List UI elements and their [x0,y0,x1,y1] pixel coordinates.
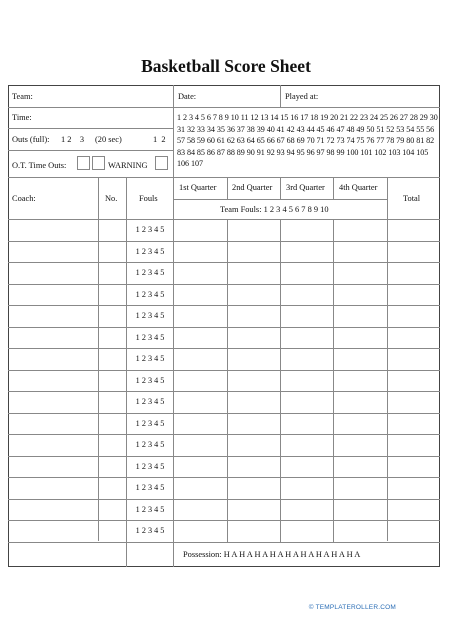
quarter-divider [227,477,228,499]
row-divider [8,241,440,242]
sheet-title: Basketball Score Sheet [141,56,311,76]
quarter-divider [280,219,281,241]
footer-credit: © TEMPLATEROLLER.COM [308,604,396,611]
quarter-divider [227,434,228,456]
quarter-divider [333,370,334,392]
row-divider [8,305,440,306]
divider [8,219,440,220]
quarter-divider [280,305,281,327]
outs-label: Outs (full): [12,135,50,144]
quarter-divider [227,499,228,521]
outs-values: 1 2 3 [61,135,85,144]
foul-marks[interactable]: 1 2 3 4 5 [135,461,165,471]
quarter-divider [280,284,281,306]
fouls-column-header: Fouls [139,194,158,203]
quarter-divider [333,305,334,327]
q4-column-header: 4th Quarter [339,183,378,192]
divider [227,177,228,199]
outs-right-values: 1 2 [153,135,166,144]
quarter-divider [227,348,228,370]
quarter-divider [333,456,334,478]
ot-timeout-box-2[interactable] [92,156,105,170]
quarter-divider [280,241,281,263]
quarter-divider [227,241,228,263]
row-divider [8,477,440,478]
divider [98,177,99,541]
quarter-divider [280,348,281,370]
foul-marks[interactable]: 1 2 3 4 5 [135,311,165,320]
quarter-divider [227,391,228,413]
row-divider [8,370,440,371]
warning-label: WARNING [108,161,148,170]
quarter-divider [333,241,334,263]
quarter-divider [227,456,228,478]
foul-marks[interactable]: 1 2 3 4 5 [135,483,165,492]
quarter-divider [280,434,281,456]
foul-marks[interactable]: 1 2 3 4 5 [135,418,165,428]
foul-marks[interactable]: 1 2 3 4 5 [135,526,165,535]
row-divider [8,391,440,392]
quarter-divider [280,520,281,542]
played-at-label: Played at: [285,92,319,101]
outs-20sec: (20 sec) [95,135,122,144]
divider [8,128,173,129]
warning-box[interactable] [155,156,168,170]
row-divider [8,327,440,328]
row-divider [8,284,440,285]
quarter-divider [280,391,281,413]
quarter-divider [280,327,281,349]
foul-marks[interactable]: 1 2 3 4 5 [135,246,165,256]
foul-marks[interactable]: 1 2 3 4 5 [135,504,165,514]
foul-marks[interactable]: 1 2 3 4 5 [135,440,165,449]
quarter-divider [280,370,281,392]
quarter-divider [280,456,281,478]
total-column-header: Total [403,194,421,203]
quarter-divider [227,219,228,241]
quarter-divider [227,284,228,306]
quarter-divider [333,391,334,413]
divider [173,199,387,200]
quarter-divider [333,520,334,542]
time-label: Time: [12,113,32,122]
quarter-divider [227,370,228,392]
row-divider [8,542,440,543]
divider [8,107,440,108]
q3-column-header: 3rd Quarter [286,183,325,192]
quarter-divider [333,284,334,306]
ot-timeout-box-1[interactable] [77,156,90,170]
row-divider [8,499,440,500]
quarter-divider [227,305,228,327]
foul-marks[interactable]: 1 2 3 4 5 [135,354,165,363]
quarter-divider [333,327,334,349]
quarter-divider [333,348,334,370]
quarter-divider [227,327,228,349]
divider [333,177,334,199]
quarter-divider [280,477,281,499]
coach-label: Coach: [12,194,36,203]
quarter-divider [333,413,334,435]
quarter-divider [333,499,334,521]
number-column-header: No. [105,194,118,203]
score-tally-numbers: 1 2 3 4 5 6 7 8 9 10 11 12 13 14 15 16 17 18 19 20 21 22 23 24 25 26 27 28 29 30 31 32 33 34 35 36 37 38 39 40 41 42 43 44 45 46 47 48 49 50 51 52 53 54 55 56 57 58 59 60 61 62 63 64 65 66 67 68 69 70 71 72 73 74 75 76 77 78 79 80 81 82 83 84 85 86 87 88 89 90 91 92 93 94 95 96 97 98 99 100 101 102 103 104 105 106 107 [177,113,438,169]
foul-marks[interactable]: 1 2 3 4 5 [135,332,165,342]
divider [8,177,440,178]
foul-marks[interactable]: 1 2 3 4 5 [135,397,165,406]
divider [280,177,281,199]
divider [280,85,281,107]
quarter-divider [333,434,334,456]
team-label: Team: [12,92,33,101]
quarter-divider [280,413,281,435]
ot-timeouts-label: O.T. Time Outs: [12,161,67,170]
quarter-divider [227,413,228,435]
row-divider [8,348,440,349]
foul-marks[interactable]: 1 2 3 4 5 [135,375,165,385]
quarter-divider [280,262,281,284]
date-label: Date: [178,92,197,101]
possession-arrow: Possession: H A H A H A H A H A H A H A H A H A [183,550,361,559]
quarter-divider [227,520,228,542]
quarter-divider [333,477,334,499]
foul-marks[interactable]: 1 2 3 4 5 [135,225,165,234]
divider [8,150,173,151]
row-divider [8,520,440,521]
team-fouls-label: Team Fouls: 1 2 3 4 5 6 7 8 9 10 [220,205,329,214]
row-divider [8,413,440,414]
q1-column-header: 1st Quarter [179,183,217,192]
foul-marks[interactable]: 1 2 3 4 5 [135,268,165,277]
q2-column-header: 2nd Quarter [232,183,273,192]
quarter-divider [280,499,281,521]
foul-marks[interactable]: 1 2 3 4 5 [135,289,165,299]
quarter-divider [333,262,334,284]
row-divider [8,456,440,457]
row-divider [8,262,440,263]
divider [387,177,388,541]
row-divider [8,434,440,435]
quarter-divider [333,219,334,241]
quarter-divider [227,262,228,284]
